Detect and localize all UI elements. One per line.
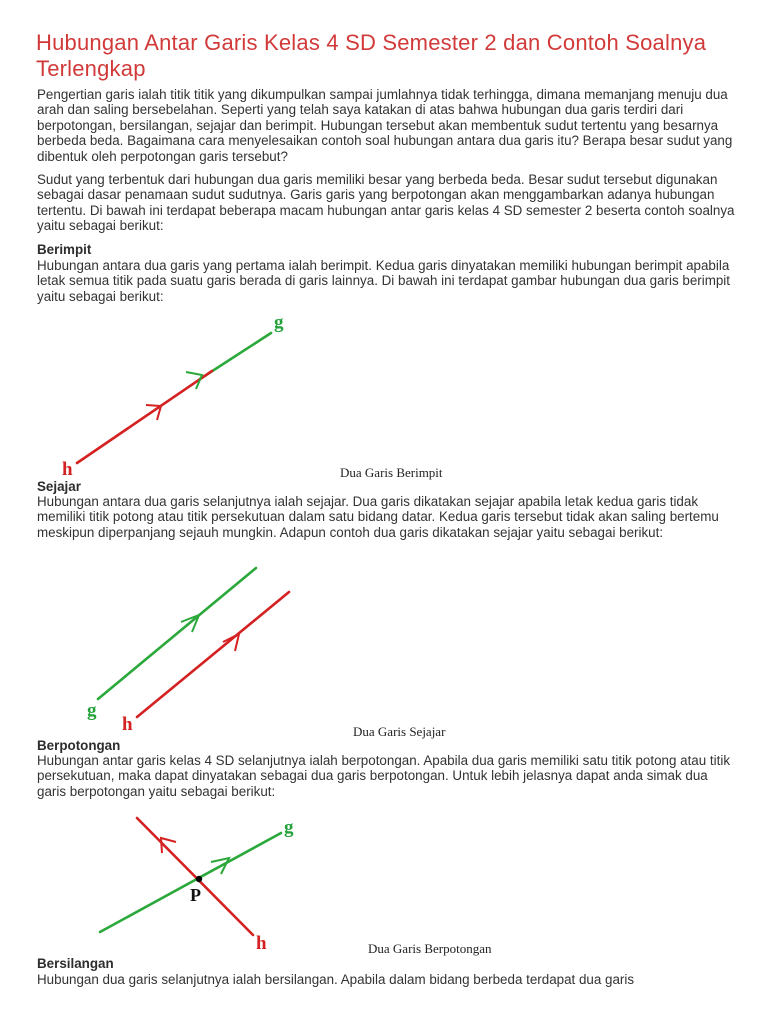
section-text-berimpit: Hubungan antara dua garis yang pertama ialah berimpit. Kedua garis dinyatakan memiliki hubungan berimpit apabila letak semua titik pada suatu garis berada di garis lainnya. Di bawah ini terdapat gambar hubungan dua garis berimpit yaitu sebagai berikut: <box>37 258 731 304</box>
figure-caption-berpotongan: Dua Garis Berpotongan <box>368 941 492 956</box>
section-text-berpotongan: Hubungan antar garis kelas 4 SD selanjutnya ialah berpotongan. Apabila dua garis memiliki satu titik potong atau titik persekutuan, maka dapat dinyatakan sebagai dua garis berpotongan. Untuk lebih jelasnya dapat anda simak dua garis berpotongan yaitu sebagai berikut: <box>37 753 731 799</box>
intro-paragraph-2: Sudut yang terbentuk dari hubungan dua garis memiliki besar yang berbeda beda. Besar sudut tersebut digunakan sebagai dasar penamaan sudut sudutnya. Garis garis yang berpotongan akan menggambarkan adanya hubungan tertentu. Di bawah ini terdapat beberapa macam hubungan antar garis kelas 4 SD semester 2 beserta contoh soalnya yaitu sebagai berikut: <box>37 172 735 234</box>
label-g: g <box>284 817 294 838</box>
figure-berpotongan <box>0 808 768 958</box>
section-heading-berpotongan: Berpotongan <box>37 738 121 753</box>
section-heading-sejajar: Sejajar <box>37 479 81 494</box>
section-heading-bersilangan: Bersilangan <box>37 956 114 971</box>
article-title: Hubungan Antar Garis Kelas 4 SD Semester 2 dan Contoh Soalnya Terlengkap <box>36 30 707 81</box>
line-h <box>137 592 289 717</box>
section-text-bersilangan: Hubungan dua garis selanjutnya ialah bersilangan. Apabila dalam bidang berbeda terdapat dua garis <box>37 972 635 987</box>
figure-sejajar <box>0 560 768 740</box>
section-heading-berimpit: Berimpit <box>37 242 92 257</box>
label-h: h <box>256 933 267 954</box>
label-h: h <box>122 714 133 735</box>
line-h <box>137 818 253 935</box>
intro-paragraph-1: Pengertian garis ialah titik titik yang dikumpulkan sampai jumlahnya tidak terhingga, dimana memanjang menuju dua arah dan saling bersebelahan. Seperti yang telah saya katakan di atas bahwa hubungan dua garis terdiri dari berpotongan, bersilangan, sejajar dan berimpit. Hubungan tersebut akan membentuk sudut tertentu yang besarnya berbeda beda. Bagaimana cara menyelesaikan contoh soal hubungan antara dua garis itu? Berapa besar sudut yang dibentuk oleh perpotongan garis tersebut? <box>37 87 733 164</box>
figure-caption-sejajar: Dua Garis Sejajar <box>353 724 446 739</box>
figure-berimpit <box>0 305 768 480</box>
line-h <box>77 371 212 463</box>
label-g: g <box>274 312 284 333</box>
line-g <box>98 568 256 699</box>
figure-caption-berimpit: Dua Garis Berimpit <box>340 465 443 480</box>
section-text-sejajar: Hubungan antara dua garis selanjutnya ialah sejajar. Dua garis dikatakan sejajar apabila letak kedua garis tidak memiliki titik potong atau titik persekutuan dalam satu bidang datar. Kedua garis tersebut tidak akan saling bertemu meskipun diperpanjang sejauh mungkin. Adapun contoh dua garis dikatakan sejajar yaitu sebagai berikut: <box>37 494 719 540</box>
label-p: P <box>190 885 201 905</box>
label-g: g <box>87 700 97 721</box>
intersection-point <box>196 876 202 882</box>
label-h: h <box>62 459 73 480</box>
line-g <box>100 833 281 932</box>
